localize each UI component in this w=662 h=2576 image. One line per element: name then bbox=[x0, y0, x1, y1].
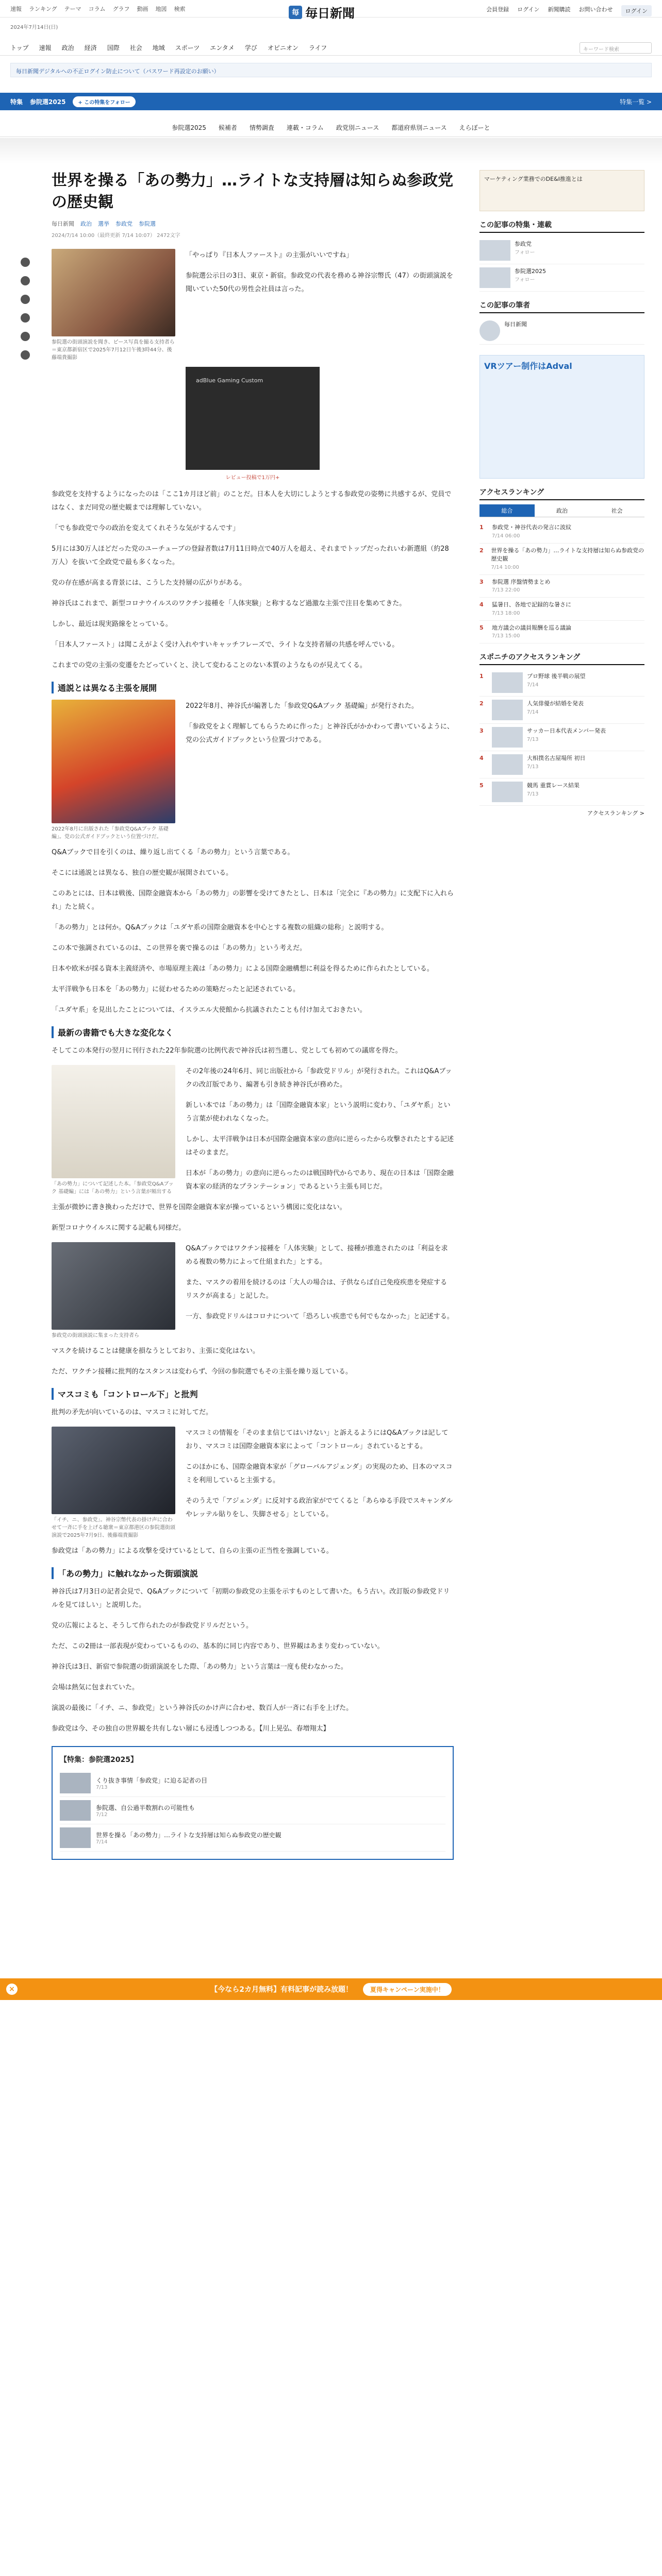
ranking2-item-date: 7/13 bbox=[527, 764, 539, 770]
paragraph: 5月には30万人ほどだった党のユーチューブの登録者数は7月11日時点で40万人を超え、それまでトップだったれいわ新選組（約28万人）を抜いて全政党で最も多くなった。 bbox=[52, 545, 449, 566]
nav-item[interactable]: スポーツ bbox=[175, 44, 200, 52]
ranking2-item-title: プロ野球 後半戦の展望 bbox=[527, 673, 586, 680]
ranking2-thumb bbox=[492, 782, 523, 802]
ranking-item-date: 7/14 06:00 bbox=[492, 533, 520, 539]
related-item-title: 参院選2025 bbox=[515, 268, 546, 275]
subscription-banner[interactable] bbox=[0, 1978, 662, 2000]
series-thumb bbox=[60, 1827, 91, 1848]
nav-item[interactable]: 経済 bbox=[84, 44, 97, 52]
paragraph: 批判の矛先が向いているのは、マスコミに対してだ。 bbox=[52, 1409, 213, 1416]
author-name: 毎日新聞 bbox=[504, 321, 527, 328]
paragraph: 一方、参政党ドリルはコロナについて「恐ろしい疾患でも何でもなかった」と記述する。 bbox=[186, 1313, 454, 1320]
top-link[interactable]: コラム bbox=[88, 5, 106, 12]
header-right bbox=[486, 5, 652, 16]
nav-item[interactable]: 社会 bbox=[129, 44, 142, 52]
top-link[interactable]: 速報 bbox=[10, 5, 22, 12]
paragraph: このあとには、日本は戦後、国際金融資本から「あの勢力」の影響を受けてきたとし、日本は「完全に『あの勢力』に支配下に入れられ」たと続く。 bbox=[52, 890, 454, 911]
paragraph: Q&Aブックではワクチン接種を「人体実験」として、接種が推進されたのは「利益を求める複数の勢力によって仕組まれた」とする。 bbox=[186, 1245, 448, 1266]
paragraph: 「日本人ファースト」は聞こえがよく受け入れやすいキャッチフレーズで、ライトな支持者層の共感を呼んでいる。 bbox=[52, 641, 399, 649]
ranking-item-date: 7/13 18:00 bbox=[492, 610, 520, 616]
tag[interactable]: 選挙 bbox=[98, 221, 109, 227]
ranking2-thumb bbox=[492, 754, 523, 775]
shadow-band bbox=[0, 138, 662, 164]
series-item[interactable] bbox=[60, 1797, 445, 1824]
tag[interactable]: 参院選 bbox=[139, 221, 156, 227]
rank-number: 3 bbox=[479, 727, 484, 734]
topic-name[interactable]: 参院選2025 bbox=[30, 98, 66, 106]
paragraph: 参政党は今、その独自の世界観を共有しない層にも浸透しつつある。【川上晃弘、春増翔太】 bbox=[52, 1725, 330, 1733]
article bbox=[52, 170, 454, 1870]
related-title: この記事の特集・連載 bbox=[479, 219, 644, 233]
nav-item[interactable]: 学び bbox=[244, 44, 257, 52]
ranking-item[interactable] bbox=[479, 544, 644, 575]
subnav-item[interactable]: 情勢調査 bbox=[249, 124, 274, 131]
nav-item[interactable]: 国際 bbox=[107, 44, 120, 52]
rank-number: 1 bbox=[479, 524, 484, 531]
paragraph: そのうえで「アジェンダ」に反対する政治家がでてくると「あらゆる手段でスキャンダルやレッテル貼りをし、失脚させる」としている。 bbox=[186, 1497, 453, 1518]
article-title: 世界を操る「あの勢力」…ライトな支持層は知らぬ参政党の歴史観 bbox=[52, 172, 454, 211]
ranking2-item[interactable] bbox=[479, 697, 644, 724]
figure bbox=[52, 1427, 175, 1539]
subnav-item[interactable]: えらぼーと bbox=[459, 124, 490, 131]
paragraph: 「ユダヤ系」を見出したことについては、イスラエル大使館から抗議されたことも付け加えておきたい。 bbox=[52, 1006, 367, 1014]
paragraph: 党の広報によると、そうして作られたのが参政党ドリルだという。 bbox=[52, 1622, 253, 1630]
paragraph: 会場は熱気に包まれていた。 bbox=[52, 1684, 139, 1691]
byline bbox=[52, 219, 454, 228]
series-item[interactable] bbox=[60, 1824, 445, 1852]
author[interactable]: 毎日新聞 bbox=[52, 221, 74, 227]
paragraph: ただ、この2冊は一部表現が変わっているものの、基本的に同じ内容であり、世界観はあまり変わっていない。 bbox=[52, 1642, 384, 1650]
photo-supporters[interactable] bbox=[52, 249, 175, 336]
ranking-item-title: 猛暑日、各地で記録的な暑さに bbox=[492, 601, 571, 608]
paragraph: 「あの勢力」とは何か。Q&Aブックは「ユダヤ系の国際金融資本を中心とする複数の組織の総称」と説明する。 bbox=[52, 924, 388, 931]
header-link[interactable]: お問い合わせ bbox=[578, 6, 613, 13]
ranking2-item[interactable] bbox=[479, 669, 644, 697]
series-item-date: 7/14 bbox=[96, 1839, 108, 1845]
rank-number: 2 bbox=[479, 547, 484, 554]
follow-link[interactable]: フォロー bbox=[515, 277, 535, 283]
campaign-button[interactable]: 夏得キャンペーン実施中！ bbox=[363, 1983, 452, 1996]
figure bbox=[52, 1065, 175, 1196]
ranking2-item[interactable] bbox=[479, 778, 644, 806]
share-bar bbox=[21, 258, 30, 360]
login-button[interactable]: ログイン bbox=[621, 5, 652, 16]
ranking-item[interactable] bbox=[479, 598, 644, 621]
section-heading: 通説とは異なる主張を展開 bbox=[52, 682, 454, 693]
ranking-title: アクセスランキング bbox=[479, 487, 644, 500]
site-logo[interactable] bbox=[289, 3, 355, 21]
paragraph: 参政党を支持するようになったのは「ここ1カ月ほど前」のことだ。日本人を大切にしようとする参政党の姿勢に共感するが、党員ではなく、まだ同党の歴史観までは理解していない。 bbox=[52, 490, 452, 512]
ranking2-item-title: 大相撲名古屋場所 初日 bbox=[527, 755, 586, 761]
paragraph: 主張が微妙に書き換わっただけで、世界を国際金融資本家が操っているという構図に変化はない。 bbox=[52, 1204, 346, 1211]
right-sidebar bbox=[479, 170, 644, 817]
author-item[interactable] bbox=[479, 317, 644, 345]
rank-number: 4 bbox=[479, 601, 484, 608]
ad-text: マーケティング業務でのDE&I推進とは bbox=[484, 176, 583, 182]
subnav-item[interactable]: 都道府県別ニュース bbox=[391, 124, 447, 131]
main-nav bbox=[0, 40, 662, 56]
paragraph: 参政党は「あの勢力」による攻撃を受けているとして、自らの主張の正当性を強調している。 bbox=[52, 1547, 333, 1555]
nav-item[interactable]: 政治 bbox=[61, 44, 74, 52]
ranking2-item-date: 7/14 bbox=[527, 682, 539, 688]
ad-text: VRツアー制作はAdval bbox=[484, 361, 572, 371]
ranking2-item-title: 競馬 重賞レース結果 bbox=[527, 782, 580, 789]
ranking-item-title: 世界を操る「あの勢力」…ライトな支持層は知らぬ参政党の歴史観 bbox=[491, 547, 644, 562]
ranking2-thumb bbox=[492, 700, 523, 720]
related-item-title: 参政党 bbox=[515, 241, 532, 247]
paragraph: マスコミの情報を「そのまま信じてはいけない」と訴えるようにはQ&Aブックは記しており、マスコミは国際金融資本家によって「コントロール」されているとする。 bbox=[186, 1429, 449, 1450]
paragraph: 神谷氏は7月3日の記者会見で、Q&Aブックについて「初期の参政党の主張を示すものとして書いた。もう古い。改訂版の参政党ドリルを見てほしい」と説明した。 bbox=[52, 1588, 450, 1609]
paragraph: 党の存在感が高まる背景には、こうした支持層の広がりがある。 bbox=[52, 579, 246, 587]
top-link[interactable]: 検索 bbox=[174, 5, 186, 12]
paragraph: 太平洋戦争も日本を「あの勢力」に従わせるための策略だったと記述されている。 bbox=[52, 986, 300, 993]
tag[interactable]: 参政党 bbox=[115, 221, 133, 227]
follow-link[interactable]: フォロー bbox=[515, 249, 535, 256]
ranking-item-date: 7/13 22:00 bbox=[492, 587, 520, 593]
section-heading: マスコミも「コントロール下」と批判 bbox=[52, 1388, 454, 1400]
rank-number: 5 bbox=[479, 624, 484, 631]
ranking-item-title: 参院選 序盤情勢まとめ bbox=[492, 578, 551, 585]
sidebar-ad[interactable] bbox=[479, 170, 644, 211]
logo-mark-icon: 毎 bbox=[289, 6, 302, 19]
paragraph: マスクを続けることは健康を損なうとしており、主張に変化はない。 bbox=[52, 1347, 260, 1355]
section-heading: 最新の書籍でも大きな変化なく bbox=[52, 1026, 454, 1038]
series-item-title: 参院選、自公過半数割れの可能性も bbox=[96, 1804, 195, 1811]
series-item-title: 世界を操る「あの勢力」…ライトな支持層は知らぬ参政党の歴史観 bbox=[96, 1832, 282, 1839]
ranking-item[interactable] bbox=[479, 575, 644, 598]
rank-number: 3 bbox=[479, 578, 484, 585]
ad-text: adBlue Gaming Custom bbox=[196, 377, 263, 384]
rank-number: 2 bbox=[479, 700, 484, 707]
series-thumb bbox=[60, 1800, 91, 1821]
tab-society[interactable]: 社会 bbox=[611, 507, 623, 514]
author-title: この記事の筆者 bbox=[479, 300, 644, 313]
ranking2-item[interactable] bbox=[479, 724, 644, 751]
paragraph: 「でも参政党で今の政治を変えてくれそうな気がするんです」 bbox=[52, 524, 240, 532]
header-date: 2024年7月14日(日) bbox=[10, 25, 58, 30]
print-icon[interactable] bbox=[21, 350, 30, 360]
paragraph: これまでの党の主張の変遷をたどっていくと、決して変わることのない本質のようなものが見えてくる。 bbox=[52, 662, 367, 669]
header-link[interactable]: 新聞購読 bbox=[548, 6, 571, 13]
series-title: 【特集：参院選2025】 bbox=[60, 1756, 138, 1764]
paragraph: そこには通説とは異なる、独自の歴史観が展開されている。 bbox=[52, 869, 233, 877]
follow-button[interactable]: + この特集をフォロー bbox=[73, 96, 135, 107]
related-thumb bbox=[479, 267, 510, 288]
facebook-share-icon[interactable] bbox=[21, 276, 30, 285]
top-link[interactable]: テーマ bbox=[64, 5, 81, 12]
figure bbox=[52, 249, 175, 362]
topic-label: 特集 bbox=[10, 98, 23, 106]
paragraph: 2022年8月、神谷氏が編著した「参政党Q&Aブック 基礎編」が発行された。 bbox=[186, 702, 418, 710]
paragraph: 日本が「あの勢力」の意向に逆らったのは戦国時代からであり、現在の日本は「国際金融資本家の経済的なプランテーション」であるという主張も同じだ。 bbox=[186, 1170, 454, 1191]
ranking2-thumb bbox=[492, 727, 523, 748]
paragraph: 新型コロナウイルスに関する記載も同様だ。 bbox=[52, 1224, 186, 1232]
logo-text: 毎日新聞 bbox=[305, 6, 355, 21]
paragraph: このほかにも、国際金融資本家が「グローバルアジェンダ」の実現のため、日本のマスコミを利用していると主張する。 bbox=[186, 1463, 453, 1484]
line-share-icon[interactable] bbox=[21, 295, 30, 304]
paragraph: 演説の最後に「イチ、ニ、参政党」という神谷氏のかけ声に合わせ、数百人が一斉に右手を上げた。 bbox=[52, 1704, 353, 1712]
header-link[interactable]: ログイン bbox=[517, 6, 540, 13]
ranking-item[interactable] bbox=[479, 520, 644, 544]
nav-item[interactable]: オピニオン bbox=[267, 44, 299, 52]
figure-caption: 参院選の街頭演説を聞き、ピース写真を撮る支持者ら＝東京都新宿区で2025年7月12日午後3時44分、後藤端貴撮影 bbox=[52, 340, 175, 361]
ranking-item-title: 参政党・神谷代表の発言に波紋 bbox=[492, 524, 571, 531]
ranking2-title: スポニチのアクセスランキング bbox=[479, 652, 644, 665]
nav-item[interactable]: 速報 bbox=[39, 44, 52, 52]
close-icon[interactable]: × bbox=[6, 1984, 18, 1995]
promo-notice[interactable]: 毎日新聞デジタルへの不正ログイン防止について（パスワード再設定のお願い） bbox=[10, 63, 652, 77]
top-link[interactable]: ランキング bbox=[29, 5, 57, 12]
paragraph: しかし、太平洋戦争は日本が国際金融資本家の意向に逆らったから攻撃されたとする記述はそのままだ。 bbox=[186, 1136, 454, 1157]
copy-link-icon[interactable] bbox=[21, 332, 30, 341]
series-thumb bbox=[60, 1773, 91, 1793]
nav-item[interactable]: ライフ bbox=[308, 44, 327, 52]
search-input[interactable]: キーワード検索 bbox=[580, 42, 652, 54]
paragraph: 新しい本では「あの勢力」は「国際金融資本家」という説明に変わり、「ユダヤ系」という言葉が使われなくなった。 bbox=[186, 1101, 451, 1123]
tag[interactable]: 政治 bbox=[80, 221, 92, 227]
figure-caption: 「あの勢力」について記述した本。「参政党Q&Aブック 基礎編」には「あの勢力」という言葉が頻出する bbox=[52, 1181, 174, 1195]
paragraph: Q&Aブックで目を引くのは、繰り返し出てくる「あの勢力」という言葉である。 bbox=[52, 849, 294, 856]
tab-total[interactable]: 総合 bbox=[479, 504, 535, 517]
subnav-item[interactable]: 連載・コラム bbox=[286, 124, 324, 131]
nav-item[interactable]: トップ bbox=[10, 44, 29, 52]
paragraph: 神谷氏はこれまで、新型コロナウイルスのワクチン接種を「人体実験」と称するなど過激な主張で注目を集めてきた。 bbox=[52, 600, 406, 607]
ranking2-item-date: 7/13 bbox=[527, 736, 539, 742]
ranking-more-link[interactable]: アクセスランキング > bbox=[587, 810, 644, 817]
ranking2-item-title: サッカー日本代表メンバー発表 bbox=[527, 727, 606, 734]
ranking2-item[interactable] bbox=[479, 751, 644, 778]
series-item-date: 7/13 bbox=[96, 1785, 108, 1790]
tab-politics[interactable]: 政治 bbox=[556, 507, 568, 514]
topic-list-link[interactable]: 特集一覧 > bbox=[620, 98, 652, 106]
ranking2-item-title: 人気俳優が結婚を発表 bbox=[527, 700, 584, 707]
ranking2-thumb bbox=[492, 672, 523, 693]
top-link[interactable]: 動画 bbox=[137, 5, 148, 12]
paragraph: 日本や欧米が採る資本主義経済や、市場原理主義は「あの勢力」による国際金融構想に利益を得るために作られたとしている。 bbox=[52, 965, 434, 973]
topic-subnav bbox=[0, 118, 662, 137]
ranking-item[interactable] bbox=[479, 621, 644, 644]
paragraph: 「参政党をよく理解してもらうために作った」と神谷氏がかかわって書いているように、党の公式ガイドブックという位置づけである。 bbox=[186, 723, 454, 744]
top-link[interactable]: グラフ bbox=[112, 5, 130, 12]
sidebar-ad-vr[interactable] bbox=[479, 355, 644, 479]
figure-caption: 参政党の街頭演説に集まった支持者ら bbox=[52, 1333, 139, 1338]
series-item-date: 7/12 bbox=[96, 1812, 108, 1818]
ranking-item-date: 7/13 15:00 bbox=[492, 633, 520, 639]
paragraph: ただ、ワクチン接種に批判的なスタンスは変わらず、今回の参院選でもその主張を繰り返している。 bbox=[52, 1368, 352, 1376]
paragraph: しかし、最近は現実路線をとっている。 bbox=[52, 620, 172, 628]
rank-number: 1 bbox=[479, 673, 484, 680]
photo-book-page[interactable] bbox=[52, 1065, 175, 1178]
header-link[interactable]: 会員登録 bbox=[486, 6, 509, 13]
inline-ad[interactable] bbox=[186, 367, 320, 470]
hatena-share-icon[interactable] bbox=[21, 313, 30, 323]
nav-item[interactable]: エンタメ bbox=[210, 44, 235, 52]
avatar bbox=[479, 320, 500, 341]
subnav-item[interactable]: 参院選2025 bbox=[172, 124, 206, 131]
rank-number: 5 bbox=[479, 782, 484, 789]
figure-caption: 2022年8月に出版された「参政党Q&Aブック 基礎編」。党の公式ガイドブックという位置づけだ。 bbox=[52, 826, 169, 840]
series-item[interactable] bbox=[60, 1770, 445, 1797]
related-item[interactable] bbox=[479, 264, 644, 292]
paragraph: 参院選公示日の3日、東京・新宿。参政党の代表を務める神谷宗幣氏（47）の街頭演説を聞いていた50代の男性会社員は言った。 bbox=[186, 272, 453, 293]
article-meta: 2024/7/14 10:00（最終更新 7/14 10:07） 2472文字 bbox=[52, 233, 180, 239]
section-heading: 「あの勢力」に触れなかった街頭演説 bbox=[52, 1567, 454, 1579]
ranking2-item-date: 7/14 bbox=[527, 709, 539, 715]
figure bbox=[52, 700, 175, 841]
related-thumb bbox=[479, 240, 510, 261]
nav-item[interactable]: 地域 bbox=[152, 44, 165, 52]
paragraph: その2年後の24年6月、同じ出版社から「参政党ドリル」が発行された。これはQ&Aブックの改訂版であり、編著も引き続き神谷氏が務めた。 bbox=[186, 1067, 452, 1089]
rank-number: 4 bbox=[479, 755, 484, 761]
subnav-item[interactable]: 政党別ニュース bbox=[336, 124, 379, 131]
series-item-title: くり抜き事情「参政党」に迫る記者の目 bbox=[96, 1777, 208, 1784]
x-share-icon[interactable] bbox=[21, 258, 30, 267]
paragraph: この本で強調されているのは、この世界を裏で操るのは「あの勢力」という考えだ。 bbox=[52, 944, 307, 952]
photo-crowd[interactable] bbox=[52, 1427, 175, 1514]
figure bbox=[52, 1242, 175, 1340]
top-link[interactable]: 地図 bbox=[155, 5, 167, 12]
ranking-tabs bbox=[479, 504, 644, 517]
paragraph: 神谷氏は3日、新宿で参院選の街頭演説をした際、「あの勢力」という言葉は一度も使わなかった。 bbox=[52, 1663, 347, 1671]
related-item[interactable] bbox=[479, 237, 644, 264]
photo-rally[interactable] bbox=[52, 1242, 175, 1330]
paragraph: また、マスクの着用を続けるのは「大人の場合は、子供ならば自己免疫疾患を発症するリスクが高まる」と記した。 bbox=[186, 1279, 448, 1300]
topic-bar bbox=[0, 93, 662, 110]
ad-caption[interactable]: レビュー投稿で1万円+ bbox=[225, 475, 280, 481]
series-box bbox=[52, 1746, 454, 1860]
ranking2-item-date: 7/13 bbox=[527, 791, 539, 797]
ranking-item-title: 地方議会の議員報酬を巡る議論 bbox=[492, 624, 571, 631]
subnav-item[interactable]: 候補者 bbox=[218, 124, 237, 131]
banner-text: 【今なら2カ月無料】有料記事が読み放題！ bbox=[210, 1986, 353, 1994]
paragraph: 「やっぱり『日本人ファースト』の主張がいいですね」 bbox=[186, 251, 353, 259]
figure-caption: 「イチ、ニ、参政党」。神谷宗幣代表の掛け声に合わせて一斉に手を上げる聴衆＝東京都港区の参院選街頭演説で2025年7月9日、後藤端貴撮影 bbox=[52, 1517, 175, 1538]
paragraph: そしてこの本発行の翌月に刊行された22年参院選の比例代表で神谷氏は初当選し、党としても初めての議席を得た。 bbox=[52, 1047, 402, 1055]
photo-qa-book[interactable] bbox=[52, 700, 175, 823]
ranking-item-date: 7/14 10:00 bbox=[491, 564, 519, 570]
